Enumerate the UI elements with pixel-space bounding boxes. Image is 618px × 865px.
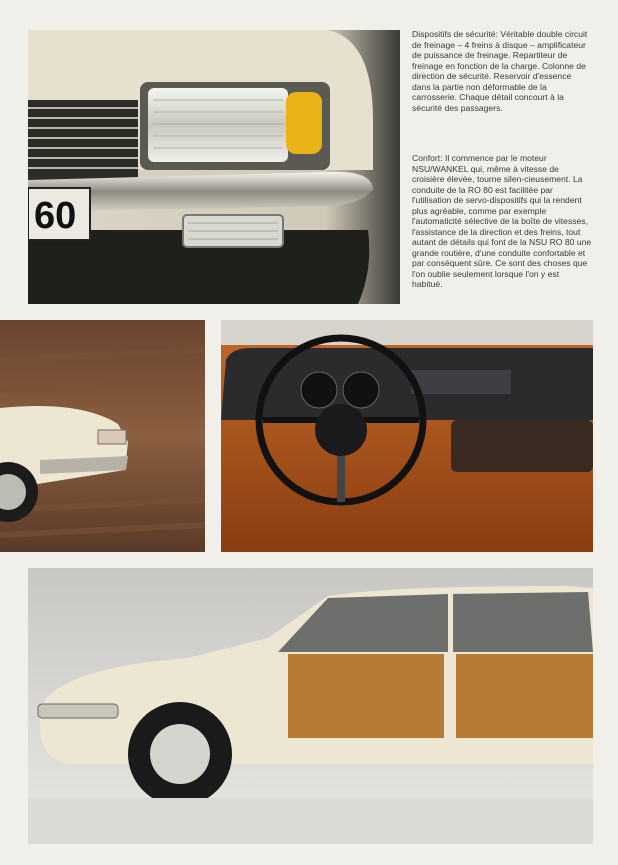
dashboard-photo <box>221 320 593 552</box>
license-plate-text: 60 <box>34 195 77 237</box>
side-profile-photo <box>28 568 593 844</box>
security-text: Dispositifs de sécurité: Véritable double circuit de freinage – 4 freins à disque – amplificateur de puissance de freinage. Repartiteur de freinage en fonction de la charge. Colonne de direction de sécurité. Reservoir d'essence dans la partie non déformable de la carrosserie. Chaque détail concourt à la sécurité des passagers. <box>412 29 588 113</box>
comfort-text: Confort: Il commence par le moteur NSU/WANKEL qui, même à vitesse de croisière élevée, tourne silen-cieusement. La conduite de la RO 80 est facilitée par l'utilisation de servo-dispositifs qui la rendent plus agréable, comme par exemple l'automaticité sélective de la boîte de vitesses, l'assistance de la direction et des freins, tout autant de détails qui font de la NSU RO 80 une grande routière, d'une conduite confortable et par conséquent sûre. Ce sont des choses que l'on oublie seulement lorsque l'on y est habitué. <box>412 153 592 289</box>
headlight-photo <box>28 30 400 304</box>
motion-photo <box>0 320 205 552</box>
